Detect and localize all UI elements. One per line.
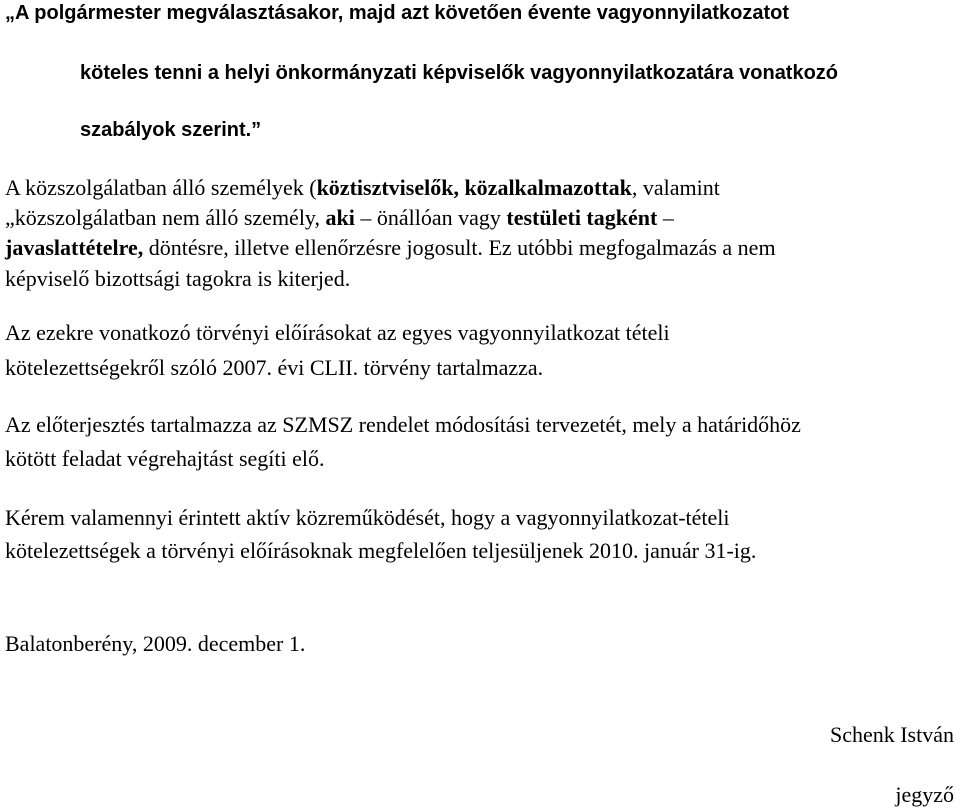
para1-bold: aki <box>325 205 355 230</box>
quote-line-2: köteles tenni a helyi önkormányzati képviselők vagyonnyilatkozatára vonatkozó <box>80 62 839 84</box>
para1-line-3 <box>5 235 776 261</box>
para1-text: , valamint <box>631 175 720 200</box>
quote-line-1: „A polgármester megválasztásakor, majd azt követően évente vagyonnyilatkozatot <box>5 2 789 24</box>
place-date: Balatonberény, 2009. december 1. <box>5 631 306 656</box>
para1-text: A közszolgálatban álló személyek ( <box>5 175 317 200</box>
para1-text: döntésre, illetve ellenőrzésre jogosult. <box>143 235 483 260</box>
para1-bold: köztisztviselők, közalkalmazottak <box>316 175 632 200</box>
para3-line-2: kötött feladat végrehajtást segíti elő. <box>5 446 325 471</box>
para1-line-4: képviselő bizottsági tagokra is kiterjed. <box>5 266 351 291</box>
para1-text: Ez utóbbi megfogalmazás a nem <box>482 235 776 260</box>
para4-line-1: Kérem valamennyi érintett aktív közreműködését, hogy a vagyonnyilatkozat-tételi <box>5 505 730 530</box>
para4-line-2: kötelezettségek a törvényi előírásoknak megfelelően teljesüljenek 2010. január 31-ig. <box>5 538 757 563</box>
signature-title: jegyző <box>895 782 954 807</box>
para1-line-1 <box>5 175 720 201</box>
para3-line-1: Az előterjesztés tartalmazza az SZMSZ rendelet módosítási tervezetét, mely a határidőhöz <box>5 412 801 437</box>
para1-text: „közszolgálatban nem álló személy, <box>5 205 326 230</box>
quote-line-3: szabályok szerint.” <box>80 119 262 141</box>
para1-bold: javaslattételre, <box>5 235 144 260</box>
para1-text: – önállóan vagy <box>354 205 507 230</box>
para2-line-1: Az ezekre vonatkozó törvényi előírásokat az egyes vagyonnyilatkozat tételi <box>5 320 670 345</box>
para2-line-2: kötelezettségekről szóló 2007. évi CLII. törvény tartalmazza. <box>5 355 544 380</box>
para1-line-2 <box>5 205 674 231</box>
signature-name: Schenk István <box>829 722 954 747</box>
para1-bold: testületi tagként <box>506 205 658 230</box>
para1-text: – <box>657 205 674 230</box>
